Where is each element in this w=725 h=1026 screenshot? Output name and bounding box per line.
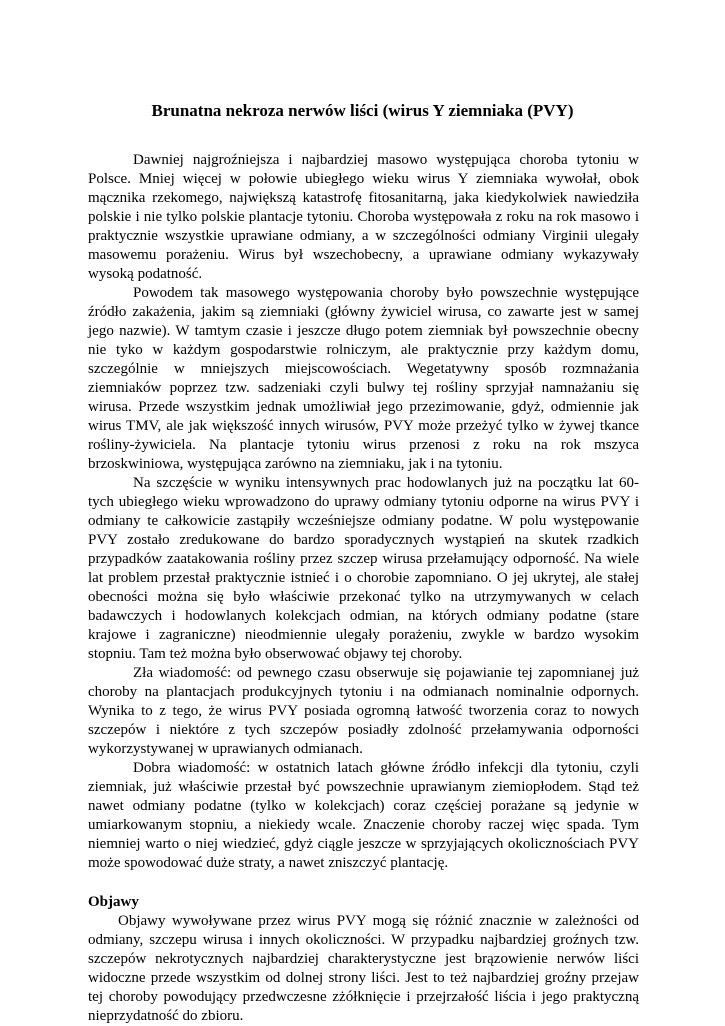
paragraph: Powodem tak masowego występowania choroby było powszechnie występujące źródło zakażenia, jakim są ziemniaki (główny żywiciel wirusa, co zawarte jest w samej jego nazwie). W tamtym czasie i jeszcze długo potem ziemniak był powszechnie obecny nie tyko w każdym gospodarstwie rolniczym, ale praktycznie przy każdym domu, szczególnie w mniejszych miejscowościach. Wegetatywny sposób rozmnażania ziemniaków poprzez tzw. sadzeniaki czyli bulwy tej rośliny sprzyjał namnażaniu się wirusa. Przede wszystkim jednak umożliwiał jego przezimowanie, gdyż, odmiennie jak wirus TMV, ale jak większość innych wirusów, PVY może przeżyć tylko w żywej tkance rośliny-żywiciela. Na plantacje tytoniu wirus przenosi z roku na rok mszyca brzoskwiniowa, występująca zarówno na ziemniaku, jak i na tytoniu. — [88, 285, 639, 472]
paragraph: Zła wiadomość: od pewnego czasu obserwuje się pojawianie tej zapomnianej już choroby na plantacjach produkcyjnych tytoniu i na odmianach nominalnie odpornych. Wynika to z tego, że wirus PVY posiada ogromną łatwość tworzenia coraz to nowych szczepów i niektóre z tych szczepów posiadły zdolność przełamywania odporności wykorzystywanej w uprawianych odmianach. — [88, 665, 639, 757]
paragraph: Objawy wywoływane przez wirus PVY mogą się różnić znacznie w zależności od odmiany, szczepu wirusa i innych okoliczności. W przypadku najbardziej groźnych tzw. szczepów nekrotycznych najbardziej charakterystyczne jest brązowienie nerwów liści widoczne przede wszystkim od dolnej strony liści. Jest to też najbardziej groźny przejaw tej choroby powodujący przedwczesne zżółknięcie i przejrzałość liścia i jego praktyczną nieprzydatność do zbioru. — [88, 913, 639, 1024]
document-title: Brunatna nekroza nerwów liści (wirus Y ziemniaka (PVY) — [151, 101, 574, 120]
paragraph: Dawniej najgroźniejsza i najbardziej masowo występująca choroba tytoniu w Polsce. Mniej więcej w połowie ubiegłego wieku wirus Y ziemniaka wywołał, obok mącznika rzekomego, największą katastrofę fitosanitarną, jaka kiedykolwiek nawiedziła polskie i nie tylko polskie plantacje tytoniu. Choroba występowała z roku na rok masowo i praktycznie wszystkie uprawiane odmiany, a w szczególności odmiany Virginii ulegały masowemu porażeniu. Wirus był wszechobecny, a uprawiane odmiany wykazywały wysoką podatność. — [88, 152, 639, 282]
document-body — [88, 151, 639, 1026]
paragraph: Dobra wiadomość: w ostatnich latach główne źródło infekcji dla tytoniu, czyli ziemniak, już właściwie przestał być powszechnie uprawianym ziemiopłodem. Stąd też nawet odmiany podatne (tylko w kolekcjach) coraz częściej porażane są jedynie w umiarkowanym stopniu, a niekiedy wcale. Znaczenie choroby raczej więc spada. Tym niemniej warto o niej wiedzieć, gdyż ciągle jeszcze w sprzyjających okolicznościach PVY może spowodować duże straty, a nawet zniszczyć plantację. — [88, 760, 639, 871]
section-heading: Objawy — [88, 894, 139, 910]
paragraph: Na szczęście w wyniku intensywnych prac hodowlanych już na początku lat 60-tych ubiegłego wieku wprowadzono do uprawy odmiany tytoniu odporne na wirus PVY i odmiany te całkowicie zastąpiły wcześniejsze odmiany podatne. W polu występowanie PVY zostało zredukowane do bardzo sporadycznych wystąpień na skutek rzadkich przypadków zaatakowania rośliny przez szczep wirusa przełamujący odporność. Na wiele lat problem przestał praktycznie istnieć i o chorobie zapomniano. O jej ukrytej, ale stałej obecności można się było właściwie przekonać tylko na utrzymywanych w celach badawczych i hodowlanych kolekcjach odmian, na których odmiany podatne (stare krajowe i zagraniczne) nieodmiennie ulegały porażeniu, zwykle w bardzo wysokim stopniu. Tam też można było obserwować objawy tej choroby. — [88, 475, 639, 662]
